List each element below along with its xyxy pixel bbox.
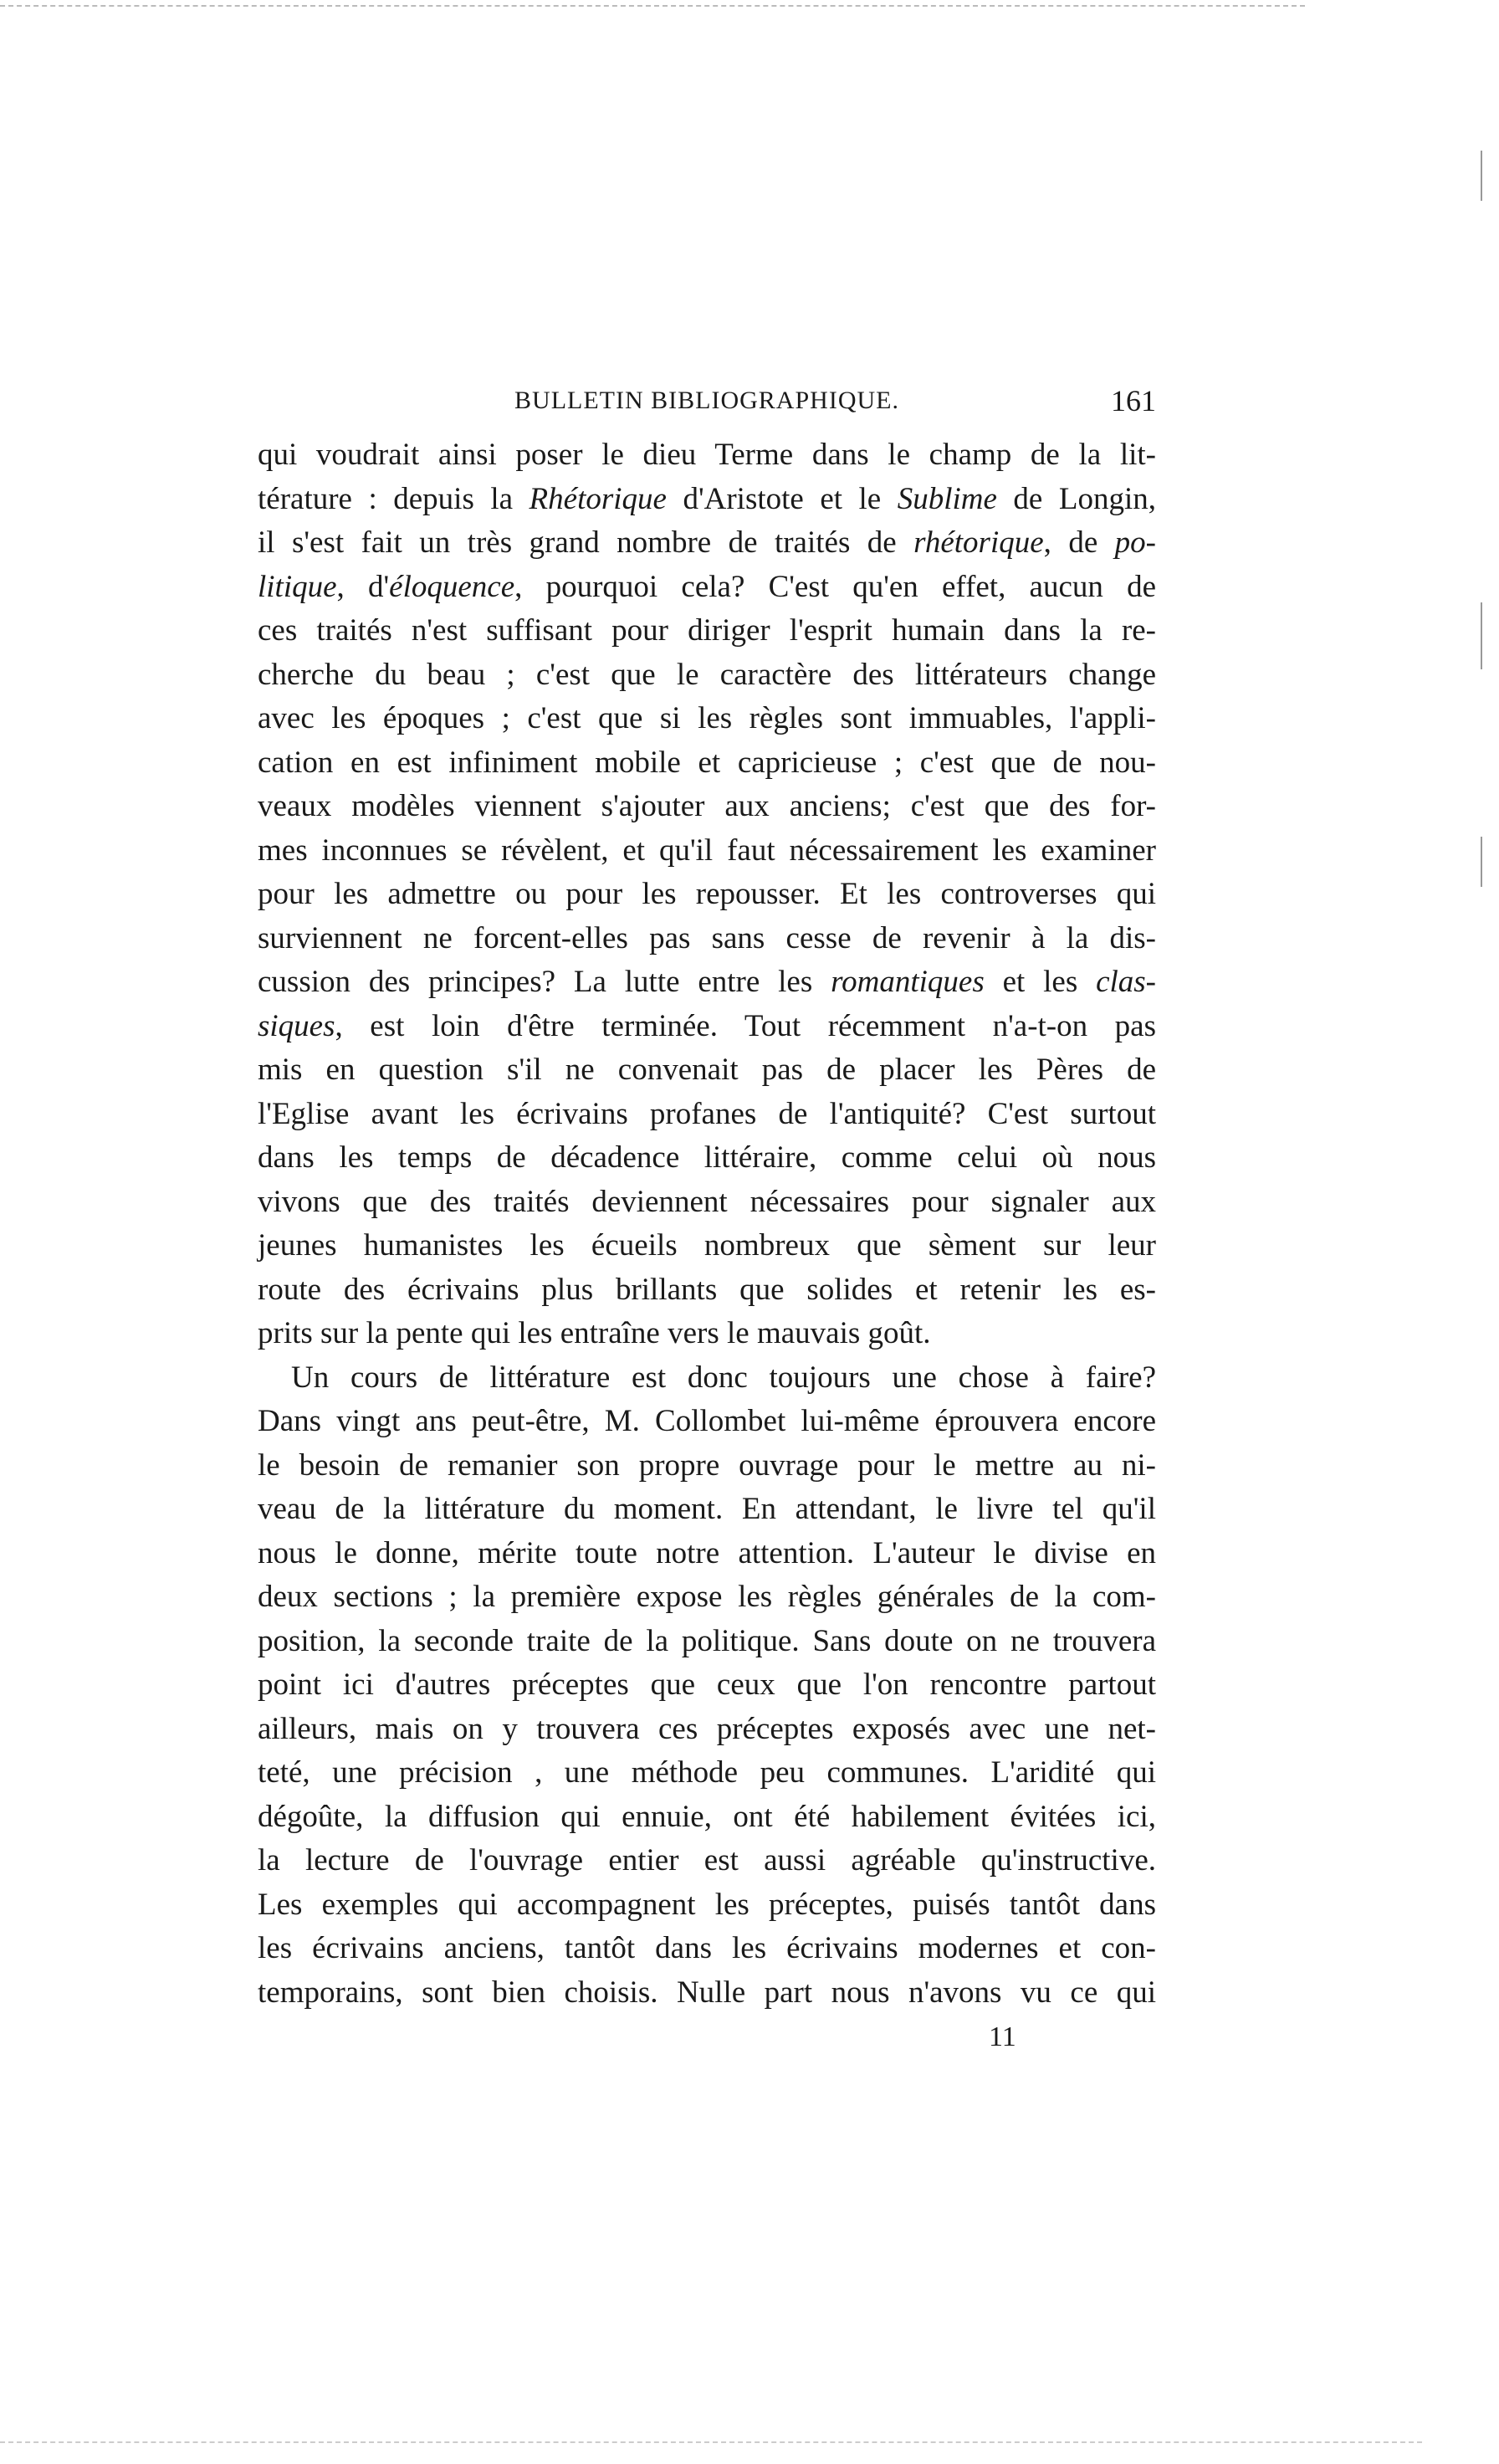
text-line [258,1005,1156,1049]
text-line [258,917,1156,961]
text-segment: ailleurs, mais on y trouvera ces préceptes exposés avec une net- [258,1711,1156,1746]
text-line [258,566,1156,610]
text-line [258,521,1156,566]
text-line [258,1136,1156,1181]
text-segment: de Longin, [996,481,1156,516]
text-segment: , de [1043,525,1115,560]
text-segment: Un cours de littérature est donc toujours une chose à faire? [291,1360,1156,1395]
page-header [258,384,1156,423]
text-line [258,1181,1156,1225]
text-segment: l'Eglise avant les écrivains profanes de l'antiquité? C'est surtout [258,1096,1156,1131]
text-line [258,741,1156,786]
text-segment: , d' [336,569,390,604]
scan-edge-mark [1481,151,1482,201]
running-title: BULLETIN BIBLIOGRAPHIQUE. [514,387,899,414]
text-segment: vivons que des traités deviennent nécessaires pour signaler aux [258,1184,1156,1219]
text-segment: il s'est fait un très grand nombre de traités de [258,525,914,560]
text-segment: qui voudrait ainsi poser le dieu Terme dans le champ de la lit- [258,438,1156,472]
text-segment: route des écrivains plus brillants que solides et retenir les es- [258,1272,1156,1307]
text-segment: surviennent ne forcent-elles pas sans cesse de revenir à la dis- [258,920,1156,955]
text-line [258,960,1156,1005]
text-segment: dans les temps de décadence littéraire, comme celui où nous [258,1140,1156,1175]
text-line [258,1268,1156,1313]
text-line [258,1224,1156,1268]
text-segment: point ici d'autres préceptes que ceux que l'on rencontre partout [258,1667,1156,1702]
text-line [258,1839,1156,1883]
text-segment: , est loin d'être terminée. Tout récemment n'a-t-on pas [335,1008,1156,1043]
text-line [258,829,1156,873]
text-line [258,1048,1156,1093]
body-text [258,433,1156,2015]
text-line [258,785,1156,829]
text-segment: , pourquoi cela? C'est qu'en effet, aucun de [514,569,1156,604]
italic-text: éloquence [389,569,515,604]
scan-bottom-edge [0,2441,1422,2443]
text-line [258,433,1156,478]
text-segment: avec les époques ; c'est que si les règles sont immuables, l'appli- [258,701,1156,735]
text-line [258,1444,1156,1488]
text-line [258,1532,1156,1576]
text-segment: cussion des principes? La lutte entre les [258,965,831,999]
text-segment: d'Aristote et le [666,481,898,516]
text-segment: position, la seconde traite de la politique. Sans doute on ne trouvera [258,1623,1156,1658]
text-line [258,1927,1156,1971]
text-line [258,1400,1156,1444]
italic-text: romantiques [831,965,985,999]
italic-text: siques [258,1008,335,1043]
text-line [258,609,1156,653]
text-line [258,873,1156,917]
text-segment: cherche du beau ; c'est que le caractère des littérateurs change [258,657,1156,692]
text-segment: Dans vingt ans peut-être, M. Collombet lui-même éprouvera encore [258,1404,1156,1438]
text-line [258,1093,1156,1137]
text-line [258,1620,1156,1664]
text-segment: deux sections ; la première expose les règles générales de la com- [258,1580,1156,1614]
text-segment: térature : depuis la [258,481,530,516]
italic-text: po- [1114,525,1156,560]
text-segment: prits sur la pente qui les entraîne vers le mauvais goût. [258,1316,931,1350]
italic-text: Sublime [897,481,997,516]
text-segment: et les [984,965,1097,999]
text-line [258,1883,1156,1928]
text-segment: pour les admettre ou pour les repousser. Et les controverses qui [258,877,1156,911]
text-segment: Les exemples qui accompagnent les préceptes, puisés tantôt dans [258,1887,1156,1922]
text-line [258,1575,1156,1620]
text-segment: veaux modèles viennent s'ajouter aux anciens; c'est que des for- [258,789,1156,823]
scan-edge-mark [1481,837,1482,887]
text-segment: mes inconnues se révèlent, et qu'il faut nécessairement les examiner [258,832,1156,868]
text-line [258,1795,1156,1840]
text-segment: ces traités n'est suffisant pour diriger l'esprit humain dans la re- [258,613,1156,648]
text-line [258,1312,1156,1356]
text-segment: nous le donne, mérite toute notre attention. L'auteur le divise en [258,1535,1156,1570]
text-segment: la lecture de l'ouvrage entier est aussi agréable qu'instructive. [258,1843,1156,1877]
text-line [258,478,1156,522]
text-segment: le besoin de remanier son propre ouvrage pour le mettre au ni- [258,1447,1156,1483]
italic-text: litique [258,569,337,604]
text-line [258,1708,1156,1752]
text-line [258,1971,1156,2016]
text-segment: les écrivains anciens, tantôt dans les écrivains modernes et con- [258,1931,1156,1965]
text-segment: cation en est infiniment mobile et capricieuse ; c'est que de nou- [258,745,1156,780]
text-line [258,1488,1156,1532]
text-segment: dégoûte, la diffusion qui ennuie, ont été habilement évitées ici, [258,1799,1156,1834]
scan-edge-mark [1481,602,1482,669]
scan-top-edge [0,5,1305,7]
text-segment: mis en question s'il ne convenait pas de placer les Pères de [258,1053,1156,1087]
text-segment: temporains, sont bien choisis. Nulle part nous n'avons vu ce qui [258,1975,1156,2010]
text-line [258,1356,1156,1401]
signature-mark: 11 [989,2021,1016,2052]
text-segment: veau de la littérature du moment. En attendant, le livre tel qu'il [258,1492,1156,1526]
italic-text: Rhétorique [529,481,667,516]
text-line [258,1663,1156,1708]
text-line [258,653,1156,698]
text-segment: teté, une précision , une méthode peu communes. L'aridité qui [258,1755,1156,1790]
text-line [258,697,1156,741]
text-line [258,1751,1156,1795]
italic-text: clas- [1096,965,1156,999]
page-number: 161 [1111,384,1156,417]
text-segment: jeunes humanistes les écueils nombreux que sèment sur leur [258,1228,1156,1263]
italic-text: rhétorique [913,525,1044,560]
